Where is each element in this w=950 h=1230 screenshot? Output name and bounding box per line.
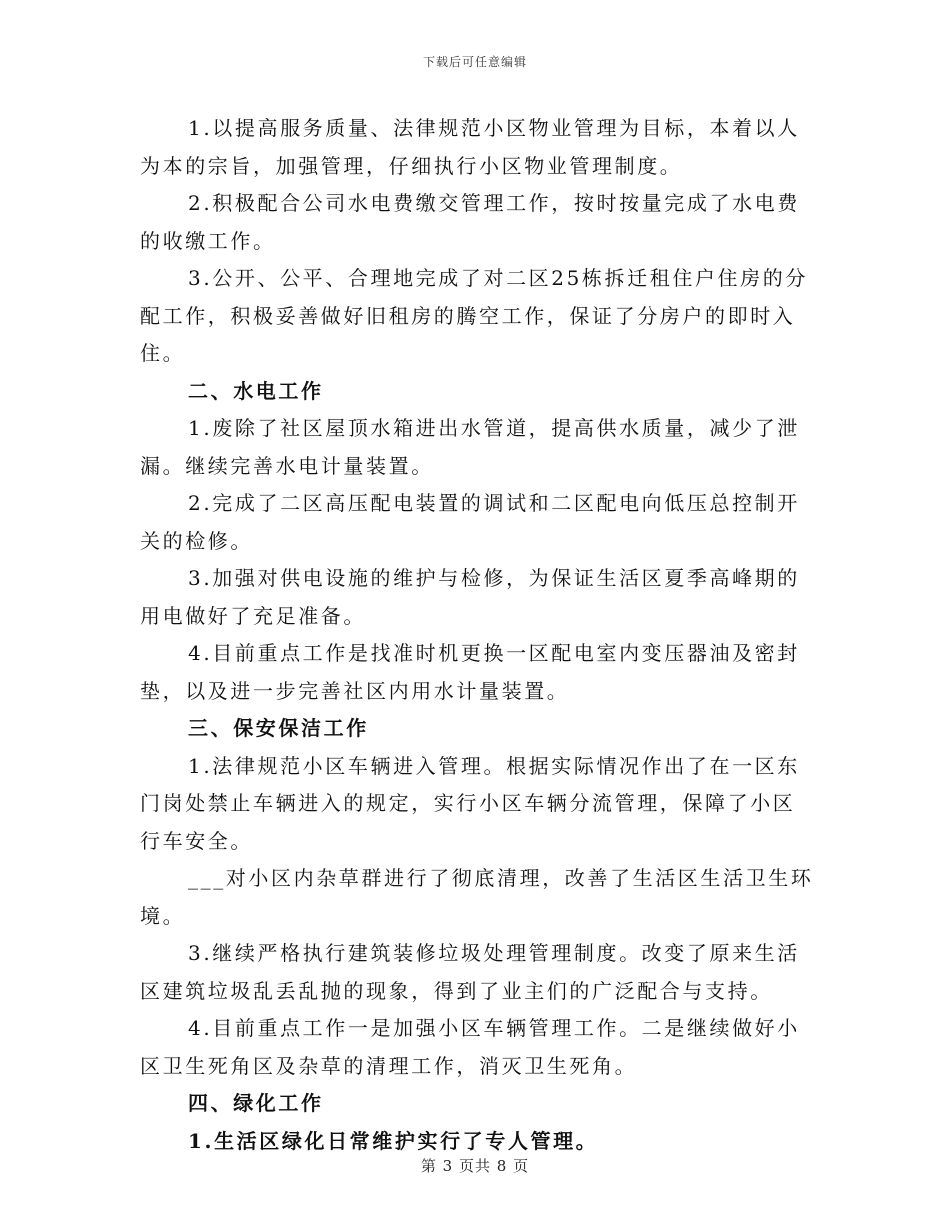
paragraph-1: 1.以提高服务质量、法律规范小区物业管理为目标，本着以人为本的宗旨，加强管理，仔细执行小区物业管理制度。 xyxy=(140,116,800,178)
document-body xyxy=(140,110,815,1160)
paragraph-7: 3.加强对供电设施的维护与检修，为保证生活区夏季高峰期的用电做好了充足准备。 xyxy=(140,566,800,628)
paragraph-12: 3.继续严格执行建筑装修垃圾处理管理制度。改变了原来生活区建筑垃圾乱丢乱抛的现象，得到了业主们的广泛配合与支持。 xyxy=(140,941,800,1003)
page-header-note: 下载后可任意编辑 xyxy=(422,55,527,69)
paragraph-11: ___对小区内杂草群进行了彻底清理，改善了生活区生活卫生环境。 xyxy=(140,866,814,928)
section-heading-security-cleaning: 三、保安保洁工作 xyxy=(188,716,369,740)
paragraph-2: 2.积极配合公司水电费缴交管理工作，按时按量完成了水电费的收缴工作。 xyxy=(140,191,800,253)
paragraph-15: 1.生活区绿化日常维护实行了专人管理。 xyxy=(188,1128,599,1153)
section-heading-greening: 四、绿化工作 xyxy=(188,1091,324,1115)
paragraph-10: 1.法律规范小区车辆进入管理。根据实际情况作出了在一区东门岗处禁止车辆进入的规定，实行小区车辆分流管理，保障了小区行车安全。 xyxy=(140,753,800,853)
paragraph-3: 3.公开、公平、合理地完成了对二区25栋拆迁租住户住房的分配工作，积极妥善做好旧租房的腾空工作，保证了分房户的即时入住。 xyxy=(140,266,808,365)
paragraph-8: 4.目前重点工作是找准时机更换一区配电室内变压器油及密封垫，以及进一步完善社区内用水计量装置。 xyxy=(140,641,800,703)
section-heading-water-electric: 二、水电工作 xyxy=(188,378,324,403)
paragraph-5: 1.废除了社区屋顶水箱进出水管道，提高供水质量，减少了泄漏。继续完善水电计量装置。 xyxy=(140,416,800,478)
paragraph-6: 2.完成了二区高压配电装置的调试和二区配电向低压总控制开关的检修。 xyxy=(140,491,800,553)
paragraph-13: 4.目前重点工作一是加强小区车辆管理工作。二是继续做好小区卫生死角区及杂草的清理工作，消灭卫生死角。 xyxy=(140,1016,800,1078)
page-footer-number: 第 3 页共 8 页 xyxy=(420,1157,530,1175)
